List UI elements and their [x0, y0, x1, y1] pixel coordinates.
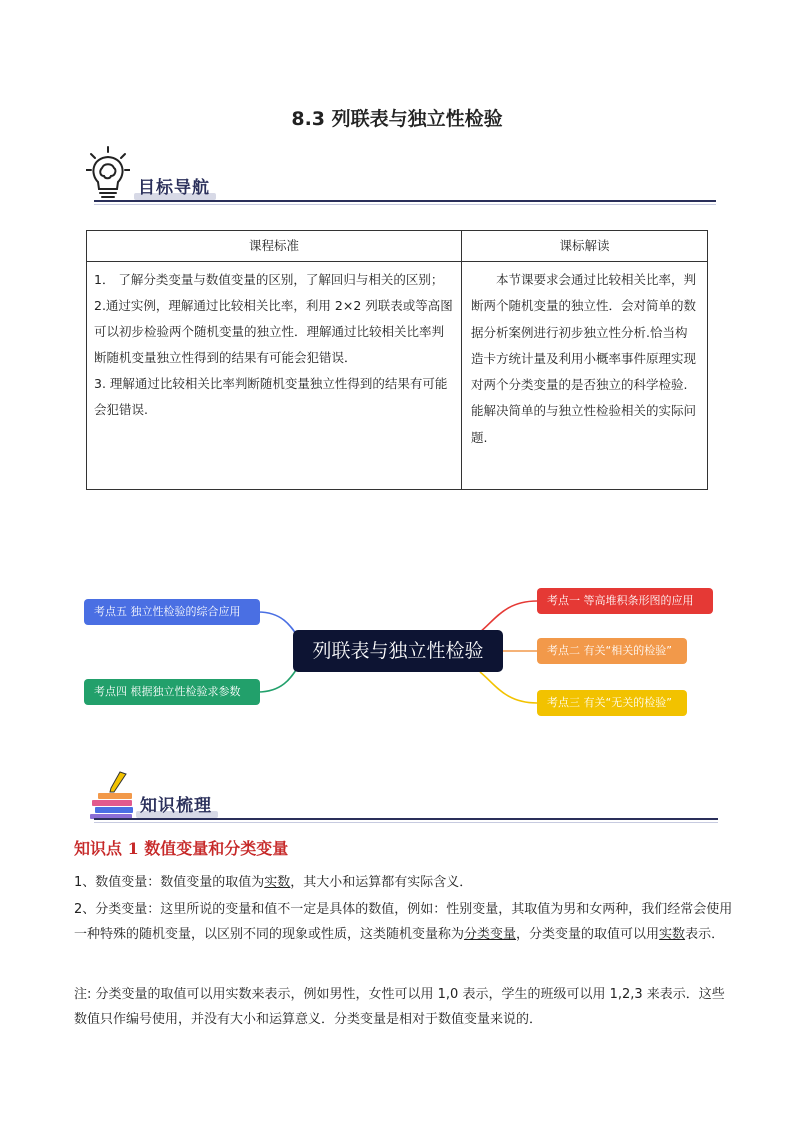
underlined-term: 实数	[659, 927, 686, 942]
mind-node-2: 考点二 有关“相关的检验”	[537, 638, 687, 664]
lightbulb-brain-icon	[86, 146, 130, 206]
underlined-term: 实数	[264, 875, 291, 890]
curriculum-table	[86, 230, 708, 490]
section-header-knowledge	[86, 764, 718, 828]
mind-node-1: 考点一 等高堆积条形图的应用	[537, 588, 713, 614]
mind-node-4: 考点四 根据独立性检验求参数	[84, 679, 260, 705]
books-pencil-icon	[90, 770, 138, 824]
standard-item-3: 3. 理解通过比较相关比率判断随机变量独立性得到的结果有可能会犯错误.	[94, 376, 448, 417]
standard-item-1: 1． 了解分类变量与数值变量的区别，了解回归与相关的区别；	[94, 272, 444, 287]
standard-item-2: 2.通过实例，理解通过比较相关比率，利用 2×2 列联表或等高图可以初步检验两个随机变量的独立性．理解通过比较相关比率判断随机变量独立性得到的结果有可能会犯错误．	[94, 298, 453, 365]
knowledge-note: 注: 分类变量的取值可以用实数来表示，例如男性，女性可以用 1,0 表示，学生的班级可以用 1,2,3 来表示．这些数值只作编号使用，并没有大小和运算意义．分类变量是相对于数值变量来说的．	[74, 987, 725, 1027]
mind-node-5: 考点五 独立性检验的综合应用	[84, 599, 260, 625]
divider-light	[94, 822, 718, 823]
knowledge-paragraph-1	[74, 870, 734, 895]
divider	[94, 818, 718, 820]
divider	[94, 200, 716, 202]
knowledge-point-title: 知识点 1 数值变量和分类变量	[74, 839, 289, 858]
knowledge-paragraph-2	[74, 897, 734, 947]
section-header-goals	[86, 146, 716, 210]
table-cell-interpretation	[462, 262, 708, 490]
text-segment: ，分类变量的取值可以用	[516, 927, 660, 942]
mind-map-center: 列联表与独立性检验	[293, 630, 503, 672]
section-label-goals: 目标导航	[138, 173, 210, 198]
interpretation-text: 本节课要求会通过比较相关比率，判断两个随机变量的独立性．会对简单的数据分析案例进行初步独立性分析.恰当构造卡方统计量及利用小概率事件原理实现对两个分类变量的是否独立的科学检验.能解决简单的与独立性检验相关的实际问题.	[471, 272, 697, 445]
table-cell-standard	[87, 262, 462, 490]
text-segment: 1、数值变量：数值变量的取值为	[74, 875, 265, 890]
text-segment: ，其大小和运算都有实际含义．	[290, 875, 473, 890]
text-segment: 2、分类变量：这里所说的变量和值不一定是具体的数值，例如：性别变量，其取值为男和女两种，我们经常会使用一种特殊的随机变量，以区别不同的现象或性质，这类随机变量称为	[74, 902, 733, 942]
connector-n1	[480, 601, 537, 632]
mind-map	[0, 570, 794, 730]
divider-light	[94, 204, 716, 205]
section-label-knowledge: 知识梳理	[140, 791, 212, 816]
table-header-standard: 课程标准	[87, 231, 462, 262]
table-header-interpretation: 课标解读	[462, 231, 708, 262]
mind-node-3: 考点三 有关“无关的检验”	[537, 690, 687, 716]
underlined-term: 分类变量	[464, 927, 517, 942]
page-title: 8.3 列联表与独立性检验	[291, 108, 503, 130]
text-segment: 表示．	[685, 927, 725, 942]
connector-n3	[480, 672, 537, 703]
